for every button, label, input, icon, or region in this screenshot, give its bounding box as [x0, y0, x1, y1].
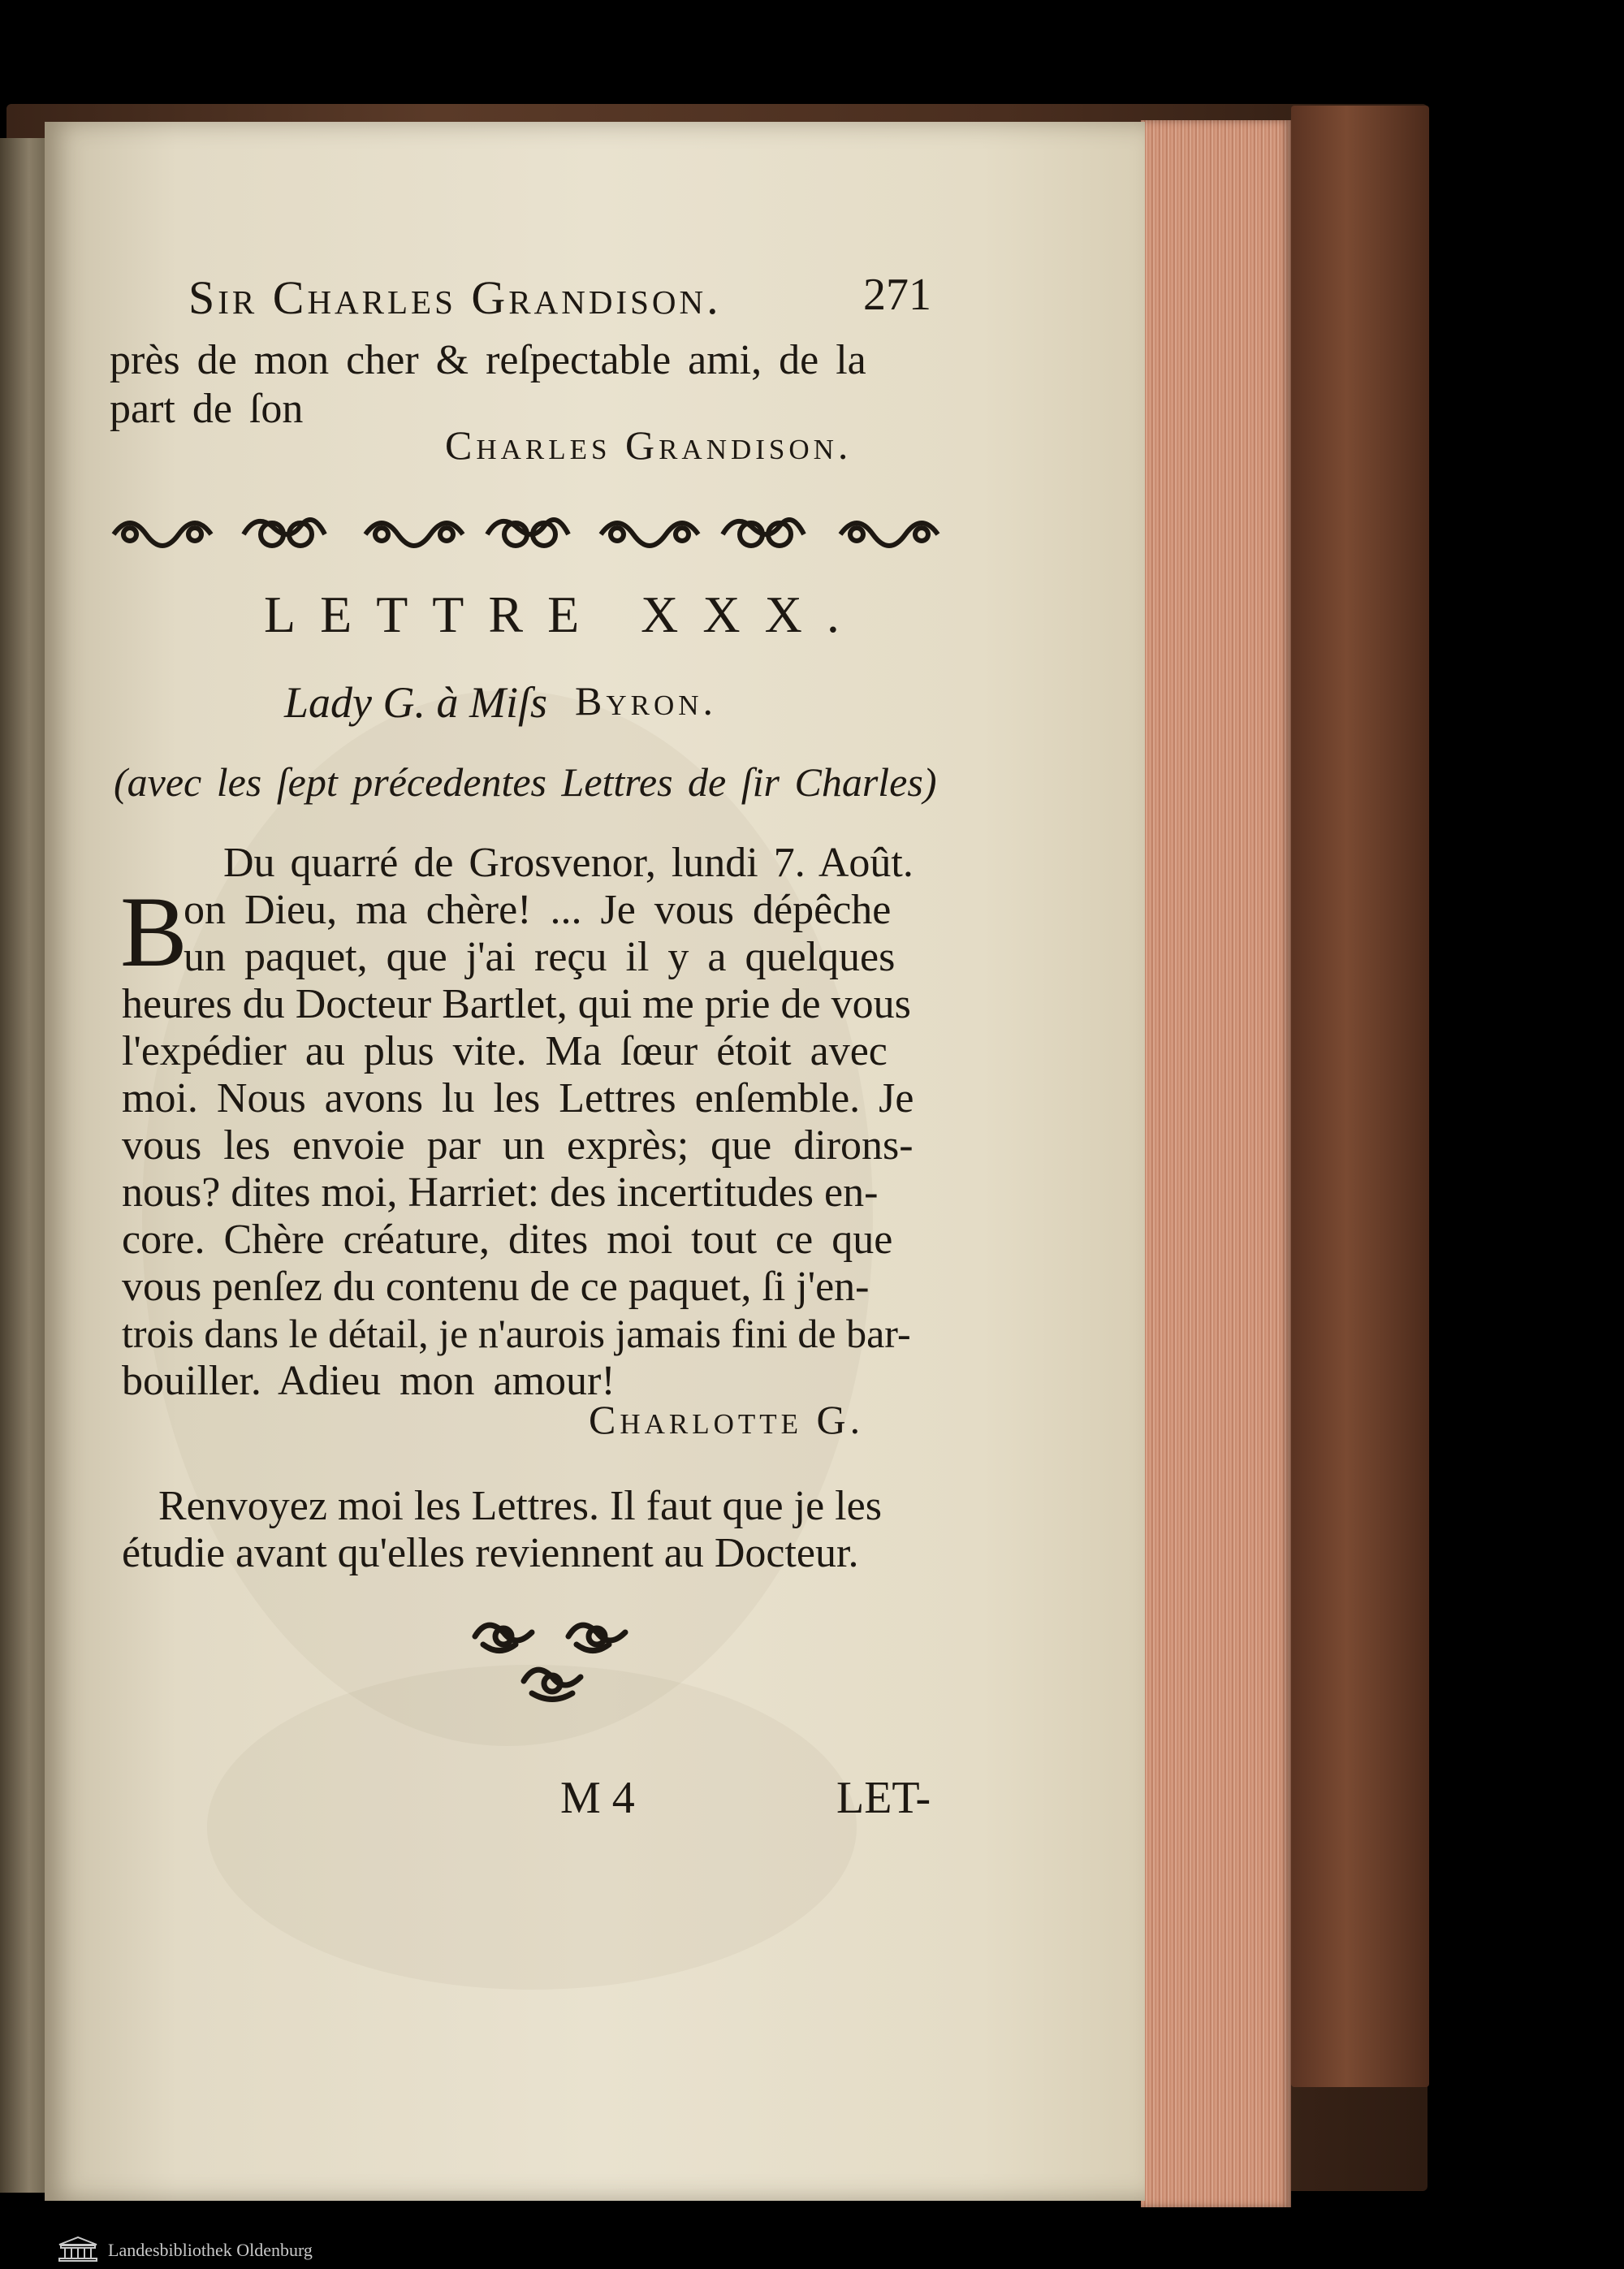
closing-signature: Charles Grandison. — [445, 422, 853, 468]
letter-line: vous penſez du contenu de ce paquet, ſi j'en- — [122, 1264, 870, 1310]
letter-addressee-name: Byron. — [575, 678, 718, 724]
facing-page-edge — [0, 138, 49, 2193]
body-line: près de mon cher & reſpectable ami, de la — [110, 337, 866, 383]
letter-line: l'expédier au plus vite. Ma ſœur étoit avec — [122, 1028, 888, 1074]
tailpiece-ornament — [467, 1612, 637, 1709]
signature-mark: M 4 — [560, 1773, 635, 1823]
letter-line: heures du Docteur Bartlet, qui me prie de vous — [122, 981, 911, 1027]
page-number: 271 — [863, 270, 931, 320]
letter-line: core. Chère créature, dites moi tout ce que — [122, 1217, 893, 1263]
letter-line: trois dans le détail, je n'aurois jamais fini de bar- — [122, 1311, 911, 1356]
letter-line: on Dieu, ma chère! ... Je vous dépêche — [184, 887, 892, 933]
running-title: Sir Charles Grandison. — [188, 271, 722, 324]
binding-back-edge — [1291, 106, 1429, 2087]
library-building-icon — [57, 2235, 99, 2263]
letter-note: (avec les ſept précedentes Lettres de ſir Charles) — [114, 759, 937, 805]
letter-line: moi. Nous avons lu les Lettres enſemble. Je — [122, 1075, 914, 1122]
drop-cap: B — [120, 876, 188, 988]
body-line: part de ſon — [110, 386, 304, 432]
letter-line: nous? dites moi, Harriet: des incertitudes en- — [122, 1169, 879, 1216]
letter-addressee-italic: Lady G. à Miſs — [284, 678, 547, 727]
letter-line: bouiller. Adieu mon amour! — [122, 1358, 615, 1404]
letter-line: un paquet, que j'ai reçu il y a quelques — [184, 934, 896, 980]
letter-line: vous les envoie par un exprès; que dirons- — [122, 1122, 914, 1169]
letter-dateline: Du quarré de Grosvenor, lundi 7. Août. — [223, 840, 914, 886]
ornament-row — [106, 510, 950, 559]
letter-heading: LETTRE XXX. — [264, 586, 864, 643]
letter-signature: Charlotte G. — [589, 1397, 865, 1442]
catchword: LET- — [836, 1773, 931, 1823]
page-block-edges — [1141, 120, 1291, 2207]
postscript-line: étudie avant qu'elles reviennent au Docteur. — [122, 1530, 859, 1576]
postscript-line: Renvoyez moi les Lettres. Il faut que je les — [158, 1483, 882, 1529]
library-watermark: Landesbibliothek Oldenburg — [108, 2240, 313, 2260]
